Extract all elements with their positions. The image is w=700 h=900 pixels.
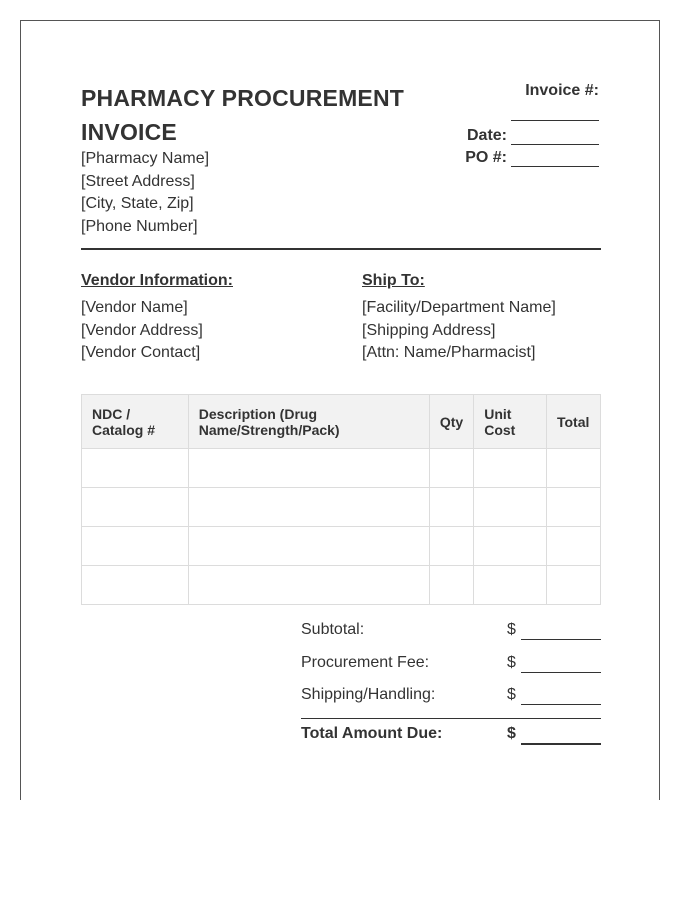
cell-ndc[interactable] [82,566,189,605]
subtotal-label: Subtotal: [301,621,365,638]
vendor-block [81,297,203,365]
cell-description[interactable] [188,566,429,605]
po-blank [511,150,599,167]
subtotal-blank[interactable] [521,621,601,640]
pharmacy-street: [Street Address] [81,172,195,190]
cell-qty[interactable] [429,488,473,527]
totals-divider [301,718,601,719]
cell-ndc[interactable] [82,488,189,527]
total-due-currency: $ [507,725,516,742]
fee-blank[interactable] [521,654,601,673]
cell-qty[interactable] [429,527,473,566]
ship-to-attn: [Attn: Name/Pharmacist] [362,344,536,361]
invoice-number-label: Invoice #: [525,82,599,99]
invoice-meta [465,82,599,167]
pharmacy-name: [Pharmacy Name] [81,150,210,167]
pharmacy-address-block [81,148,209,238]
vendor-heading: Vendor Information: [81,272,233,289]
total-due-blank[interactable] [521,725,601,745]
line-items-table [81,394,601,605]
cell-ndc[interactable] [82,449,189,488]
pharmacy-city: [City, State, Zip] [81,195,194,212]
shipping-label: Shipping/Handling: [301,686,436,703]
ship-to-block [362,297,556,365]
table-row [82,449,601,488]
shipping-currency: $ [507,686,516,703]
vendor-address: [Vendor Address] [81,321,203,339]
vendor-contact: [Vendor Contact] [81,344,201,361]
col-header-ndc: NDC / Catalog # [82,395,189,449]
cell-ndc[interactable] [82,527,189,566]
shipping-blank[interactable] [521,686,601,705]
cell-total[interactable] [546,449,600,488]
cell-unit-cost[interactable] [474,449,547,488]
date-label: Date: [466,127,507,144]
col-header-description: Description (Drug Name/Strength/Pack) [188,395,429,449]
cell-description[interactable] [188,488,429,527]
subtotal-currency: $ [507,621,516,638]
col-header-qty: Qty [429,395,473,449]
cell-unit-cost[interactable] [474,527,547,566]
invoice-number-blank [511,104,599,121]
fee-label: Procurement Fee: [301,654,430,671]
table-row [82,527,601,566]
ship-to-heading: Ship To: [362,272,425,289]
table-row [82,566,601,605]
cell-unit-cost[interactable] [474,488,547,527]
cell-total[interactable] [546,566,600,605]
cell-description[interactable] [188,527,429,566]
fee-currency: $ [507,654,516,671]
date-blank [511,128,599,145]
cell-total[interactable] [546,527,600,566]
cell-description[interactable] [188,449,429,488]
pharmacy-phone: [Phone Number] [81,217,198,235]
cell-total[interactable] [546,488,600,527]
vendor-name: [Vendor Name] [81,299,188,316]
col-header-total: Total [546,395,600,449]
header-divider [81,248,601,250]
total-due-label: Total Amount Due: [301,725,443,742]
ship-to-address: [Shipping Address] [362,321,496,339]
cell-unit-cost[interactable] [474,566,547,605]
ship-to-facility: [Facility/Department Name] [362,299,556,316]
col-header-unit-cost: Unit Cost [474,395,547,449]
po-label: PO #: [465,149,507,166]
cell-qty[interactable] [429,449,473,488]
cell-qty[interactable] [429,566,473,605]
invoice-page [20,20,660,800]
invoice-title: PHARMACY PROCUREMENT INVOICE [81,85,405,145]
table-header-row [82,395,601,449]
table-row [82,488,601,527]
